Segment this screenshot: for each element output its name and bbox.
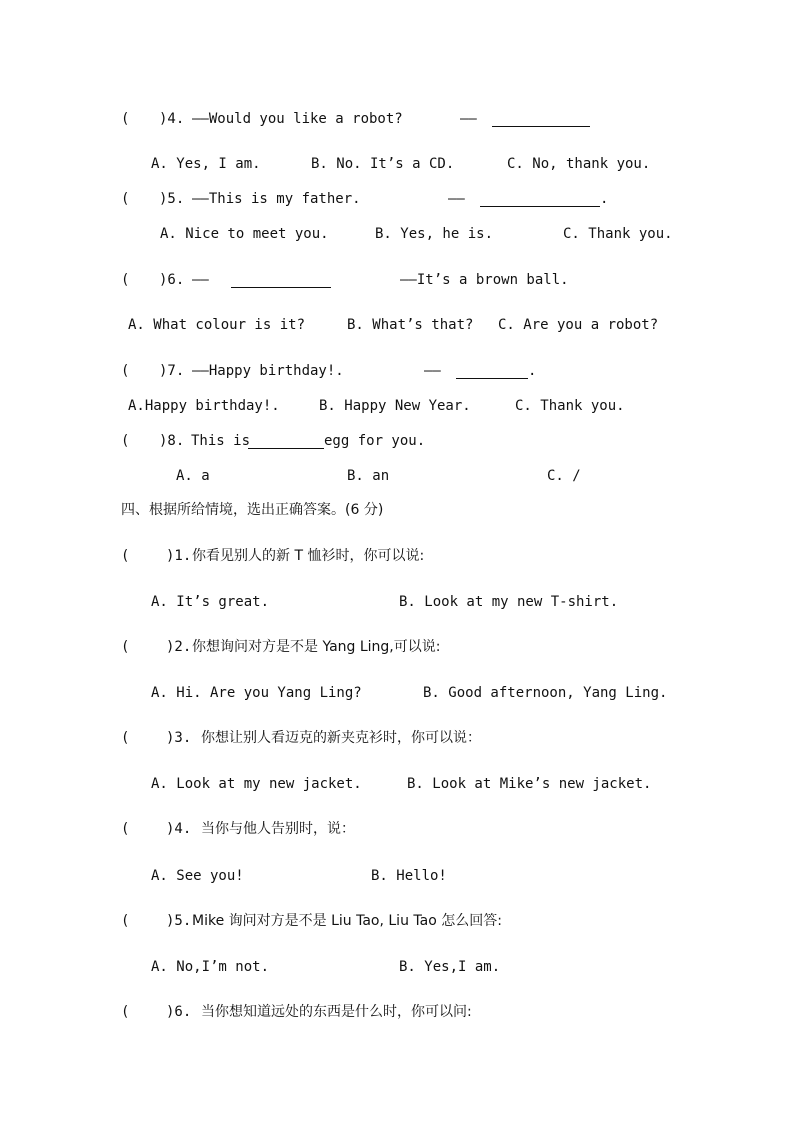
section-heading: 四、根据所给情境，选出正确答案。(6 分) (121, 502, 384, 518)
question-number: )7. (159, 363, 185, 379)
answer-paren[interactable]: ( (121, 639, 130, 655)
option-a[interactable]: A. What colour is it? (128, 317, 306, 333)
reply-prefix: —— (424, 363, 441, 379)
answer-blank[interactable] (248, 434, 324, 449)
option-a[interactable]: A. It’s great. (151, 594, 270, 610)
answer-paren[interactable]: ( (121, 272, 130, 288)
option-a[interactable]: A. Nice to meet you. (160, 226, 329, 242)
answer-paren[interactable]: ( (121, 1004, 130, 1020)
answer-paren[interactable]: ( (121, 191, 130, 207)
reply-tail: . (600, 191, 609, 207)
answer-paren[interactable]: ( (121, 730, 130, 746)
option-c[interactable]: C. Thank you. (563, 226, 673, 242)
reply-text: ——It’s a brown ball. (400, 272, 569, 288)
reply-prefix: —— (448, 191, 465, 207)
option-b[interactable]: B. Happy New Year. (319, 398, 471, 414)
answer-blank[interactable] (456, 364, 528, 379)
option-c[interactable]: C. No, thank you. (507, 156, 651, 172)
option-c[interactable]: C. / (547, 468, 581, 484)
answer-paren[interactable]: ( (121, 363, 130, 379)
option-b[interactable]: B. Hello! (371, 868, 447, 884)
option-c[interactable]: C. Are you a robot? (498, 317, 659, 333)
question-number: )6. (166, 1004, 192, 1020)
question-number: )6. (159, 272, 185, 288)
option-a[interactable]: A. No,I’m not. (151, 959, 270, 975)
option-b[interactable]: B. Look at Mike’s new jacket. (407, 776, 652, 792)
option-b[interactable]: B. Yes,I am. (399, 959, 501, 975)
option-a[interactable]: A. See you! (151, 868, 244, 884)
answer-paren[interactable]: ( (121, 111, 130, 127)
question-number: )8. (159, 433, 185, 449)
question-prompt: Mike 询问对方是不是 Liu Tao, Liu Tao 怎么回答: (192, 913, 502, 929)
question-text: ——Would you like a robot? (192, 111, 403, 127)
option-b[interactable]: B. an (347, 468, 390, 484)
answer-blank[interactable] (492, 112, 590, 127)
question-prompt: 你看见别人的新 T 恤衫时，你可以说: (192, 548, 425, 564)
option-a[interactable]: A. a (176, 468, 210, 484)
option-a[interactable]: A.Happy birthday!. (128, 398, 280, 414)
question-number: )4. (159, 111, 185, 127)
answer-paren[interactable]: ( (121, 913, 130, 929)
answer-paren[interactable]: ( (121, 433, 130, 449)
question-text-post: egg for you. (324, 433, 426, 449)
option-a[interactable]: A. Hi. Are you Yang Ling? (151, 685, 362, 701)
question-prompt: 你想让别人看迈克的新夹克衫时，你可以说： (201, 730, 481, 746)
answer-blank[interactable] (231, 273, 331, 288)
question-number: )5. (166, 913, 192, 929)
question-number: )1. (166, 548, 192, 564)
answer-blank[interactable] (480, 192, 600, 207)
question-prompt: 当你与他人告别时，说： (201, 821, 355, 837)
answer-paren[interactable]: ( (121, 548, 130, 564)
option-b[interactable]: B. Good afternoon, Yang Ling. (423, 685, 668, 701)
question-text: ——This is my father. (192, 191, 361, 207)
option-a[interactable]: A. Look at my new jacket. (151, 776, 362, 792)
option-c[interactable]: C. Thank you. (515, 398, 625, 414)
question-text: ——Happy birthday!. (192, 363, 344, 379)
option-b[interactable]: B. Yes, he is. (375, 226, 494, 242)
question-text-pre: This is (191, 433, 251, 449)
reply-tail: . (528, 363, 537, 379)
reply-prefix: —— (460, 111, 477, 127)
answer-paren[interactable]: ( (121, 821, 130, 837)
option-b[interactable]: B. Look at my new T-shirt. (399, 594, 619, 610)
option-b[interactable]: B. No. It’s a CD. (311, 156, 455, 172)
question-prompt: 当你想知道远处的东西是什么时，你可以问: (201, 1004, 472, 1020)
question-number: )5. (159, 191, 185, 207)
question-number: )2. (166, 639, 192, 655)
option-b[interactable]: B. What’s that? (347, 317, 474, 333)
option-a[interactable]: A. Yes, I am. (151, 156, 261, 172)
question-prompt: 你想询问对方是不是 Yang Ling,可以说: (192, 639, 441, 655)
question-number: )4. (166, 821, 192, 837)
question-text: —— (192, 272, 209, 288)
question-number: )3. (166, 730, 192, 746)
